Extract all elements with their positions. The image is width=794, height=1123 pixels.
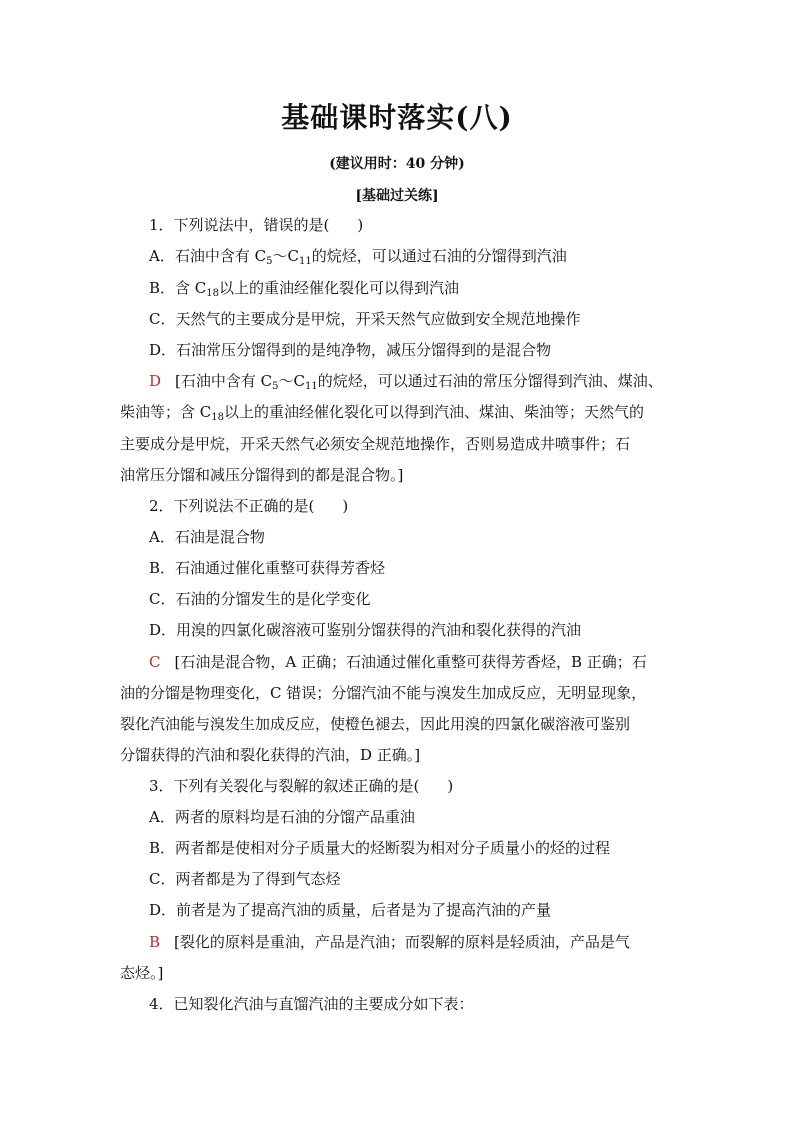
q1-option-a: A．石油中含有 $C_5\sim C_{11}$的烷烃，可以通过石油的分馏得到汽油: [149, 247, 567, 267]
q3-option-a: A．两者的原料均是石油的分馏产品重油: [149, 808, 415, 826]
q2-explanation-line-3: 裂化汽油能与溴发生加成反应，使橙色褪去，因此用溴的四氯化碳溶液可鉴别: [120, 715, 631, 733]
q3-stem: 3．下列有关裂化与裂解的叙述正确的是( ): [149, 777, 454, 795]
q2-stem: 2．下列说法不正确的是( ): [149, 497, 349, 515]
q3-option-b: B．两者都是使相对分子质量大的烃断裂为相对分子质量小的烃的过程: [149, 839, 611, 857]
q4-stem: 4．已知裂化汽油与直馏汽油的主要成分如下表：: [149, 995, 474, 1013]
q2-option-a: A．石油是混合物: [149, 528, 265, 546]
q1-stem: 1．下列说法中，错误的是( ): [149, 216, 364, 234]
q3-option-c: C．两者都是为了得到气态烃: [149, 870, 341, 888]
q3-answer: B: [149, 933, 161, 951]
q1-explanation-line-3: 主要成分是甲烷，开采天然气必须安全规范地操作，否则易造成井喷事件；石: [120, 435, 631, 453]
q2-explanation-line-2: 油的分馏是物理变化，C 错误；分馏汽油不能与溴发生加成反应，无明显现象，: [120, 684, 647, 702]
q3-explanation-line-1: B [裂化的原料是重油，产品是汽油；而裂解的原料是轻质油，产品是气: [149, 933, 630, 951]
q1-option-b: B．含 $C_{18}$以上的重油经催化裂化可以得到汽油: [149, 279, 460, 299]
q2-option-b: B．石油通过催化重整可获得芳香烃: [149, 559, 386, 577]
q1-explanation-line-4: 油常压分馏和减压分馏得到的都是混合物。]: [120, 466, 404, 484]
q3-explanation-line-2: 态烃。]: [120, 964, 164, 982]
q3-option-d: D．前者是为了提高汽油的质量，后者是为了提高汽油的产量: [149, 901, 552, 919]
q1-option-c: C．天然气的主要成分是甲烷，开采天然气应做到安全规范地操作: [149, 310, 581, 328]
q2-option-c: C．石油的分馏发生的是化学变化: [149, 590, 371, 608]
page-title: 基础课时落实(八): [281, 101, 513, 134]
q1-option-d: D．石油常压分馏得到的是纯净物，减压分馏得到的是混合物: [149, 341, 552, 359]
time-note: (建议用时：40 分钟): [329, 156, 465, 172]
q1-answer: D: [149, 372, 162, 390]
q2-option-d: D．用溴的四氯化碳溶液可鉴别分馏获得的汽油和裂化获得的汽油: [149, 621, 582, 639]
q2-answer: C: [149, 653, 161, 671]
q1-explanation-line-1: D [石油中含有 $C_5\sim C_{11}$的烷烃，可以通过石油的常压分馏得到汽油、煤油、: [149, 372, 663, 392]
section-heading: [基础过关练]: [355, 188, 439, 204]
q1-explanation-line-2: 柴油等；含 $C_{18}$以上的重油经催化裂化可以得到汽油、煤油、柴油等；天然气的: [120, 403, 644, 423]
q2-explanation-line-4: 分馏获得的汽油和裂化获得的汽油，D 正确。]: [120, 746, 421, 764]
q2-explanation-line-1: C [石油是混合物，A 正确；石油通过催化重整可获得芳香烃，B 正确；石: [149, 653, 647, 671]
